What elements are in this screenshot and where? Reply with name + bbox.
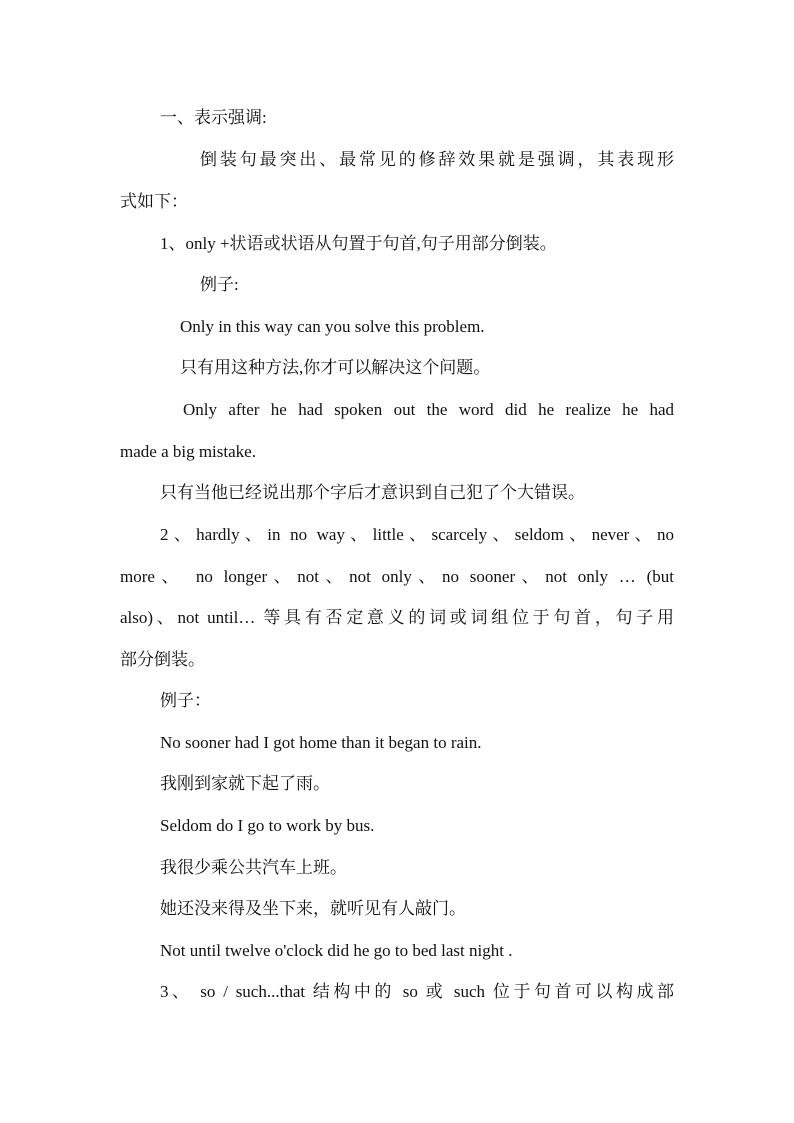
rule-1-example-2-chinese: 只有当他已经说出那个字后才意识到自己犯了个大错误。	[160, 483, 585, 502]
rule-2-example-line: No sooner had I got home than it began to rain.	[160, 733, 482, 752]
rule-2-line-4: 部分倒装。	[120, 650, 205, 669]
rule-1-example-label: 例子:	[200, 275, 239, 294]
rule-1-example-1-chinese: 只有用这种方法,你才可以解决这个问题。	[180, 358, 491, 377]
rule-1-example-1-english: Only in this way can you solve this problem.	[180, 317, 485, 336]
rule-3-line-1: 3、 so / such...that 结构中的 so 或 such 位于句首可以构成部	[160, 982, 674, 1001]
rule-1-example-2-english-line-2: made a big mistake.	[120, 442, 256, 461]
rule-2-line-1: 2、hardly、in no way、little、scarcely、seldom、never、no	[160, 525, 674, 544]
rule-2-example-line: 我很少乘公共汽车上班。	[160, 858, 347, 877]
intro-line-2: 式如下：	[120, 192, 188, 211]
intro-line-1: 倒装句最突出、最常见的修辞效果就是强调，其表现形	[200, 150, 674, 169]
rule-2-line-3: also)、not until… 等具有否定意义的词或词组位于句首，句子用	[120, 608, 674, 627]
rule-2-line-2: more、 no longer、not、not only、no sooner、not only … (but	[120, 567, 674, 586]
rule-2-example-line: 我刚到家就下起了雨。	[160, 774, 330, 793]
rule-1-text: 1、only +状语或状语从句置于句首,句子用部分倒装。	[160, 234, 557, 253]
rule-2-example-line: 她还没来得及坐下来，就听见有人敲门。	[160, 899, 466, 918]
rule-1-example-2-english-line-1: Only after he had spoken out the word did he realize he had	[183, 400, 674, 419]
rule-2-example-label: 例子：	[160, 691, 211, 710]
rule-2-example-line: Not until twelve o'clock did he go to bed last night .	[160, 941, 513, 960]
section-heading: 一、表示强调:	[160, 108, 267, 127]
rule-2-example-line: Seldom do I go to work by bus.	[160, 816, 375, 835]
